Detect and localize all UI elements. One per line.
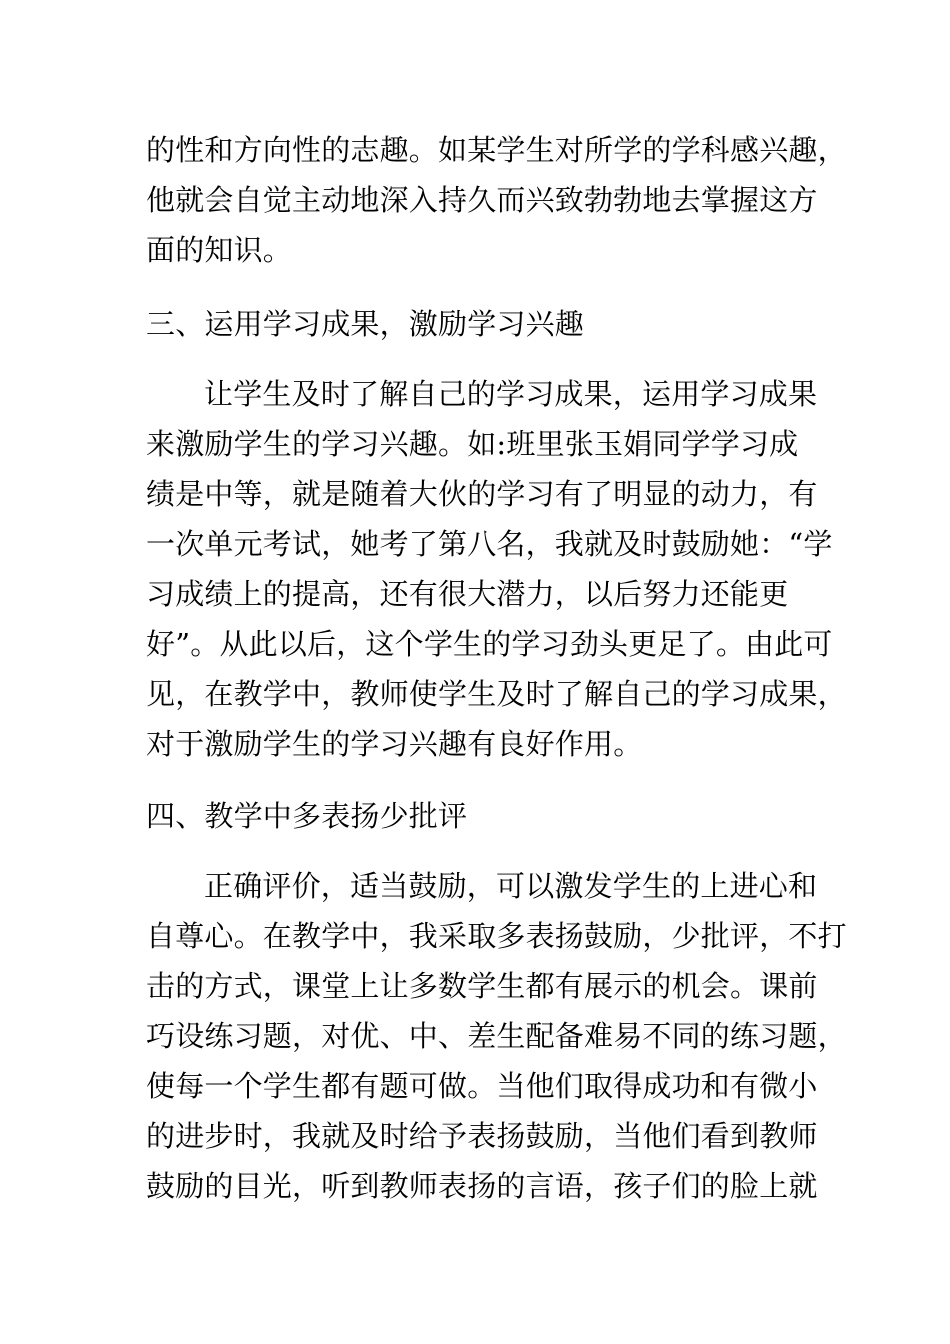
body-line: 让学生及时了解自己的学习成果，运用学习成果 <box>204 377 818 411</box>
body-line: 面的知识。 <box>146 233 293 267</box>
body-line: 鼓励的目光，听到教师表扬的言语，孩子们的脸上就 <box>146 1169 818 1203</box>
body-line: 正确评价，适当鼓励，可以激发学生的上进心和 <box>204 869 818 903</box>
body-line: 的进步时，我就及时给予表扬鼓励，当他们看到教师 <box>146 1119 818 1153</box>
body-line: 对于激励学生的学习兴趣有良好作用。 <box>146 727 643 761</box>
body-line: 自尊心。在教学中，我采取多表扬鼓励，少批评，不打 <box>146 919 847 953</box>
body-line: 习成绩上的提高，还有很大潜力，以后努力还能更 <box>146 577 789 611</box>
body-line: 使每一个学生都有题可做。当他们取得成功和有微小 <box>146 1069 818 1103</box>
body-line: 绩是中等，就是随着大伙的学习有了明显的动力，有 <box>146 477 818 511</box>
section-heading-3: 三、运用学习成果，激励学习兴趣 <box>146 307 585 341</box>
body-line: 见，在教学中，教师使学生及时了解自己的学习成果， <box>146 677 847 711</box>
body-line: 击的方式，课堂上让多数学生都有展示的机会。课前 <box>146 969 818 1003</box>
body-line: 巧设练习题，对优、中、差生配备难易不同的练习题， <box>146 1019 847 1053</box>
body-line: 好”。从此以后，这个学生的学习劲头更足了。由此可 <box>146 627 833 661</box>
body-line: 一次单元考试，她考了第八名，我就及时鼓励她：“学 <box>146 527 833 561</box>
body-line: 来激励学生的学习兴趣。如:班里张玉娟同学学习成 <box>146 427 799 461</box>
body-line: 的性和方向性的志趣。如某学生对所学的学科感兴趣， <box>146 133 847 167</box>
section-heading-4: 四、教学中多表扬少批评 <box>146 799 468 833</box>
body-line: 他就会自觉主动地深入持久而兴致勃勃地去掌握这方 <box>146 183 818 217</box>
